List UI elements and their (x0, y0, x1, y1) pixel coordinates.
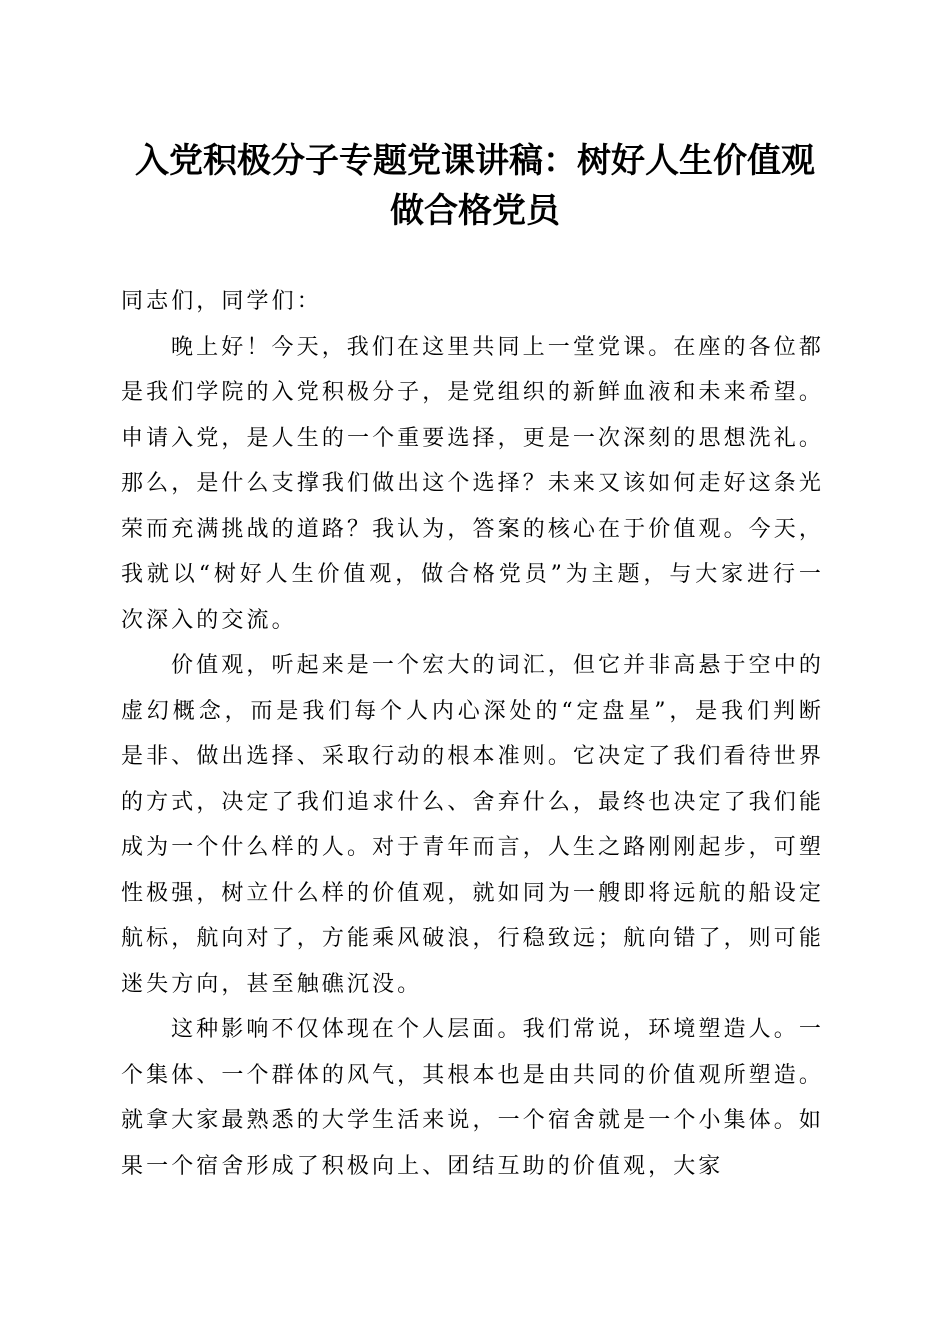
title-line-1: 入党积极分子专题党课讲稿：树好人生价值观 (135, 141, 815, 181)
paragraph-1: 晚上好！今天，我们在这里共同上一堂党课。在座的各位都是我们学院的入党积极分子，是党组织的新鲜血液和未来希望。申请入党，是人生的一个重要选择，更是一次深刻的思想洗礼。那么，是什么支撑我们做出这个选择？未来又该如何走好这条光荣而充满挑战的道路？我认为，答案的核心在于价值观。今天，我就以“树好人生价值观，做合格党员”为主题，与大家进行一次深入的交流。 (121, 334, 824, 633)
paragraph-2: 价值观，听起来是一个宏大的词汇，但它并非高悬于空中的虚幻概念，而是我们每个人内心深处的“定盘星”，是我们判断是非、做出选择、采取行动的根本准则。它决定了我们看待世界的方式，决定了我们追求什么、舍弃什么，最终也决定了我们能成为一个什么样的人。对于青年而言，人生之路刚刚起步，可塑性极强，树立什么样的价值观，就如同为一艘即将远航的船设定航标，航向对了，方能乘风破浪，行稳致远；航向错了，则可能迷失方向，甚至触礁沉没。 (121, 653, 824, 997)
paragraph-3: 这种影响不仅体现在个人层面。我们常说，环境塑造人。一个集体、一个群体的风气，其根本也是由共同的价值观所塑造。就拿大家最熟悉的大学生活来说，一个宿舍就是一个小集体。如果一个宿舍形成了积极向上、团结互助的价值观，大家 (121, 1017, 824, 1179)
document-body (121, 279, 824, 1189)
document-title (100, 136, 850, 236)
salutation: 同志们，同学们： (121, 289, 322, 314)
title-line-2: 做合格党员 (390, 191, 560, 231)
